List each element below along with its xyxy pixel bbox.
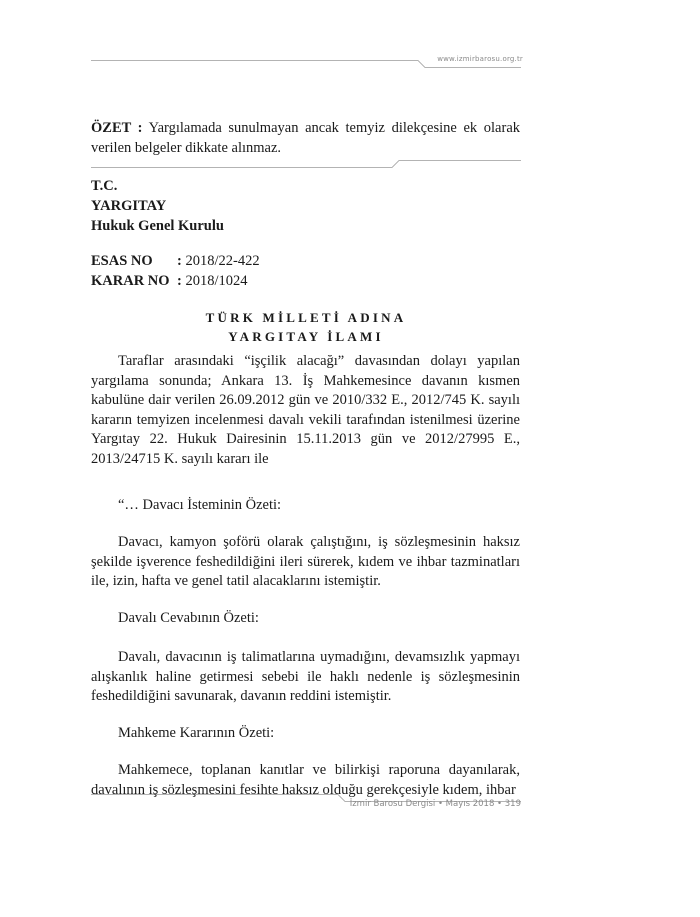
summary-label: ÖZET : <box>91 120 143 136</box>
court-block <box>91 176 224 236</box>
karar-label: KARAR NO <box>91 273 170 289</box>
esas-value: 2018/22-422 <box>185 253 260 269</box>
karar-value: 2018/1024 <box>185 273 248 289</box>
esas-row <box>91 251 260 271</box>
section-heading-defense: Davalı Cevabının Özeti: <box>118 610 259 626</box>
esas-colon: : <box>177 253 182 269</box>
section-heading-decision: Mahkeme Kararının Özeti: <box>118 725 275 741</box>
paragraph-intro: Taraflar arasındaki “işçilik alacağı” davasından dolayı yapılan yargılama sonunda; Ankara 13. İş Mahkemesince davanın kısmen kabulüne dair verilen 26.09.2012 gün ve 2010/332 E., 2012/745 K. sayılı kararın temyizen incelenmesi davalı vekili tarafından istenilmesi üzerine Yargıtay 22. Hukuk Dairesinin 15.11.2013 gün ve 2012/27995 E., 2013/24715 K. sayılı kararı ile <box>91 353 520 467</box>
summary-text: Yargılamada sunulmayan ancak temyiz dilekçesine ek olarak verilen belgeler dikkate alınmaz. <box>91 120 521 156</box>
website-url: www.izmirbarosu.org.tr <box>437 55 523 63</box>
footer-journal: İzmir Barosu Dergisi • Mayıs 2018 • 319 <box>349 799 521 809</box>
heading-line-2: YARGITAY İLAMI <box>228 329 384 344</box>
case-numbers <box>91 251 260 291</box>
summary-block <box>91 118 520 158</box>
court-name: YARGITAY <box>91 198 167 214</box>
heading-line-1: TÜRK MİLLETİ ADINA <box>205 310 407 325</box>
summary-rule <box>91 161 521 168</box>
court-chamber: Hukuk Genel Kurulu <box>91 218 224 234</box>
paragraph-defense: Davalı, davacının iş talimatlarına uymadığını, devamsızlık yapmayı alışkanlık haline getirmesi sebebi ile haklı nedenle iş sözleşmesinin feshedildiğini savunarak, davanın reddini istemiştir. <box>91 649 520 704</box>
section-heading-claim: “… Davacı İsteminin Özeti: <box>118 497 282 513</box>
karar-colon: : <box>177 273 182 289</box>
paragraph-claim: Davacı, kamyon şoförü olarak çalıştığını, iş sözleşmesinin haksız şekilde işverence feshedildiğini ileri sürerek, kıdem ve ihbar tazminatları ile, izin, hafta ve genel tatil alacaklarını istemiştir. <box>91 534 520 589</box>
esas-label: ESAS NO <box>91 253 153 269</box>
karar-row <box>91 271 260 291</box>
paragraph-decision: Mahkemece, toplanan kanıtlar ve bilirkişi raporuna dayanılarak, davalının iş sözleşmesini fesihte haksız olduğu gerekçesiyle kıdem, ihbar <box>91 762 520 798</box>
court-country: T.C. <box>91 178 118 194</box>
